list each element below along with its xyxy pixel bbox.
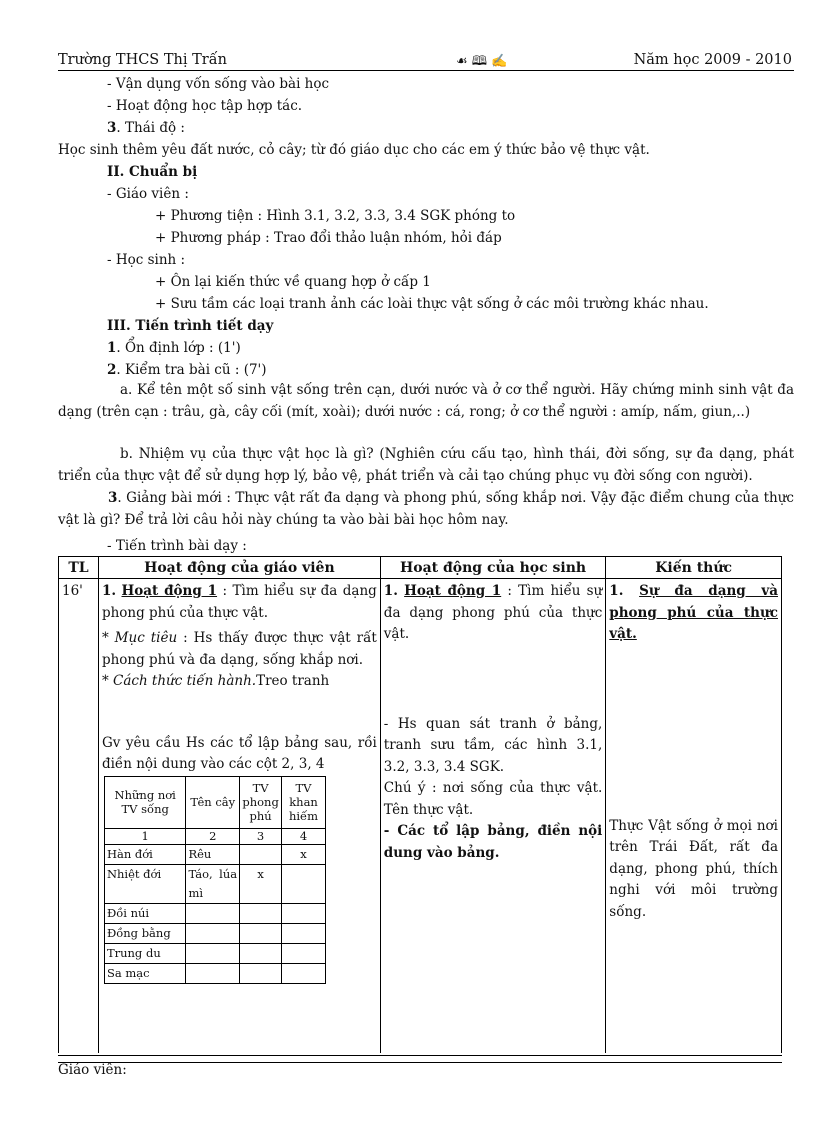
text-teacher-method: + Phương pháp : Trao đổi thảo luận nhóm, hỏi đáp [155, 230, 502, 246]
lesson-table [58, 556, 782, 1053]
habitat-cell [282, 864, 326, 903]
habitat-table [104, 776, 326, 984]
section-prep-heading: II. Chuẩn bị [107, 164, 198, 180]
habitat-num: 4 [282, 828, 326, 844]
habitat-cell [282, 923, 326, 943]
habitat-cell [282, 963, 326, 983]
class-order-num: 1 [107, 340, 117, 356]
habitat-cell [240, 923, 282, 943]
student-activity-label: Hoạt động 1 [404, 583, 502, 599]
col-header-time: TL [59, 557, 99, 579]
habitat-cell [282, 943, 326, 963]
old-lesson-num: 2 [107, 362, 117, 378]
knowledge-title-num: 1. [609, 583, 624, 599]
objective-text: : Hs thấy được thực vật rất phong phú và đa dạng, sống khắp nơi. [101, 630, 377, 668]
class-order [107, 339, 241, 357]
text-student-collect: + Sưu tầm các loại tranh ảnh các loài thực vật sống ở các môi trường khác nhau. [155, 296, 709, 312]
habitat-cell: Nhiệt đới [104, 864, 185, 903]
habitat-cell [186, 963, 240, 983]
page-header [58, 52, 794, 71]
student-task: - Các tổ lập bảng, điền nội dung vào bảng. [383, 823, 603, 861]
habitat-cell: Táo, lúa mì [186, 864, 240, 903]
text-teacher: - Giáo viên : [107, 186, 189, 202]
teacher-objective: * Mục tiêu : Hs thấy được thực vật rất phong phú và đa dạng, sống khắp nơi. [101, 630, 377, 668]
habitat-num: 3 [240, 828, 282, 844]
knowledge-title-text: Sự đa dạng và phong phú của thực vật. [609, 583, 779, 642]
student-activity-num: 1. [383, 583, 398, 599]
teacher-activity-text: : Tìm hiểu sự đa dạng phong phú của thực vật. [101, 583, 377, 621]
habitat-header-name: Tên cây [186, 776, 240, 828]
habitat-cell: x [240, 864, 282, 903]
student-activity-text: : Tìm hiểu sự đa dạng phong phú của thực vật. [383, 583, 603, 642]
habitat-cell [240, 963, 282, 983]
habitat-row [104, 864, 325, 903]
habitat-row [104, 923, 325, 943]
text-student-review: + Ôn lại kiến thức về quang hợp ở cấp 1 [155, 274, 431, 290]
student-note: Chú ý : nơi sống của thực vật. Tên thực vật. [383, 780, 603, 818]
habitat-cell [282, 903, 326, 923]
habitat-row [104, 943, 325, 963]
habitat-cell [186, 943, 240, 963]
col-header-teacher: Hoạt động của giáo viên [98, 557, 380, 579]
new-lesson-intro [58, 488, 794, 531]
habitat-cell [240, 903, 282, 923]
method-label: Cách thức tiến hành. [113, 673, 257, 689]
new-lesson-num: 3 [108, 490, 118, 506]
class-order-text: . Ổn định lớp : (1') [116, 340, 241, 356]
habitat-row [104, 903, 325, 923]
habitat-header-rich: TV phong phú [240, 776, 282, 828]
habitat-cell: x [282, 844, 326, 864]
text-line-4: Học sinh thêm yêu đất nước, cỏ cây; từ đó giáo dục cho các em ý thức bảo vệ thực vật. [58, 142, 650, 158]
objective-label: Mục tiêu [114, 630, 178, 646]
habitat-cell [186, 903, 240, 923]
footer-teacher-label: Giáo viên: [58, 1062, 127, 1078]
teacher-cell [98, 579, 380, 1053]
habitat-row [104, 844, 325, 864]
school-year: Năm học 2009 - 2010 [633, 52, 792, 68]
student-cell [380, 579, 606, 1053]
habitat-header-place: Những nơi TV sống [104, 776, 185, 828]
teacher-activity-title [102, 581, 377, 624]
ornament-icon: ☙ 🕮 ✍ [456, 54, 508, 69]
section-process-heading: III. Tiến trình tiết dạy [107, 318, 274, 334]
teacher-activity-num: 1. [101, 583, 117, 599]
text-student: - Học sinh : [107, 252, 186, 268]
lesson-process-label: - Tiến trình bài dạy : [107, 538, 247, 554]
attitude-num: 3 [107, 120, 117, 136]
habitat-cell: Trung du [104, 943, 185, 963]
question-a: a. Kể tên một số sinh vật sống trên cạn, dưới nước và ở cơ thể người. Hãy chứng minh sinh vật đa dạng (trên cạn : trâu, gà, cây cối (mít, xoài); dưới nước : cá, rong; ở cơ thể người : amíp, nấm, giun,..) [58, 382, 794, 420]
habitat-cell [186, 923, 240, 943]
teacher-method: * Cách thức tiến hành.Treo tranh [101, 673, 330, 689]
attitude-label: . Thái độ : [116, 120, 185, 136]
old-lesson-text: . Kiểm tra bài cũ : (7') [116, 362, 267, 378]
habitat-cell [240, 844, 282, 864]
col-header-student: Hoạt động của học sinh [380, 557, 606, 579]
habitat-cell: Rêu [186, 844, 240, 864]
new-lesson-text: . Giảng bài mới : Thực vật rất đa dạng và phong phú, sống khắp nơi. Vậy đặc điểm chung của thực vật là gì? Để trả lời câu hỏi này chúng ta vào bài bài học hôm nay. [58, 490, 794, 528]
col-header-knowledge: Kiến thức [606, 557, 782, 579]
old-lesson-check [107, 361, 267, 379]
time-cell: 16' [59, 579, 99, 1053]
knowledge-body: Thực Vật sống ở mọi nơi trên Trái Đất, rất đa dạng, phong phú, thích nghi với môi trường sống. [609, 817, 778, 920]
habitat-row [104, 963, 325, 983]
text-teacher-tools: + Phương tiện : Hình 3.1, 3.2, 3.3, 3.4 SGK phóng to [155, 208, 516, 224]
method-text: Treo tranh [256, 673, 330, 689]
text-line-1: - Vận dụng vốn sống vào bài học [107, 76, 330, 92]
habitat-num: 2 [186, 828, 240, 844]
habitat-cell: Đồi núi [104, 903, 185, 923]
habitat-cell: Sa mạc [104, 963, 185, 983]
school-name: Trường THCS Thị Trấn [58, 52, 227, 68]
text-line-2: - Hoạt động học tập hợp tác. [107, 98, 303, 114]
teacher-activity-label: Hoạt động 1 [121, 583, 218, 599]
knowledge-cell [606, 579, 782, 1053]
habitat-header-scarce: TV khan hiếm [282, 776, 326, 828]
habitat-cell: Hàn đới [104, 844, 185, 864]
attitude-heading [107, 119, 185, 137]
student-activity-title [384, 581, 603, 646]
teacher-request: Gv yêu cầu Hs các tổ lập bảng sau, rồi điền nội dung vào các cột 2, 3, 4 [101, 734, 377, 772]
knowledge-title [609, 581, 778, 646]
footer-rule [58, 1055, 782, 1063]
student-observe: - Hs quan sát tranh ở bảng, tranh sưu tầm, các hình 3.1, 3.2, 3.3, 3.4 SGK. [383, 715, 603, 775]
habitat-cell: Đồng bằng [104, 923, 185, 943]
habitat-cell [240, 943, 282, 963]
habitat-num: 1 [104, 828, 185, 844]
question-b: b. Nhiệm vụ của thực vật học là gì? (Nghiên cứu cấu tạo, hình thái, đời sống, sự đa dạng, phát triển của thực vật để sử dụng hợp lý, bảo vệ, phát triển và cải tạo chúng phục vụ đời sống con người). [58, 446, 794, 484]
